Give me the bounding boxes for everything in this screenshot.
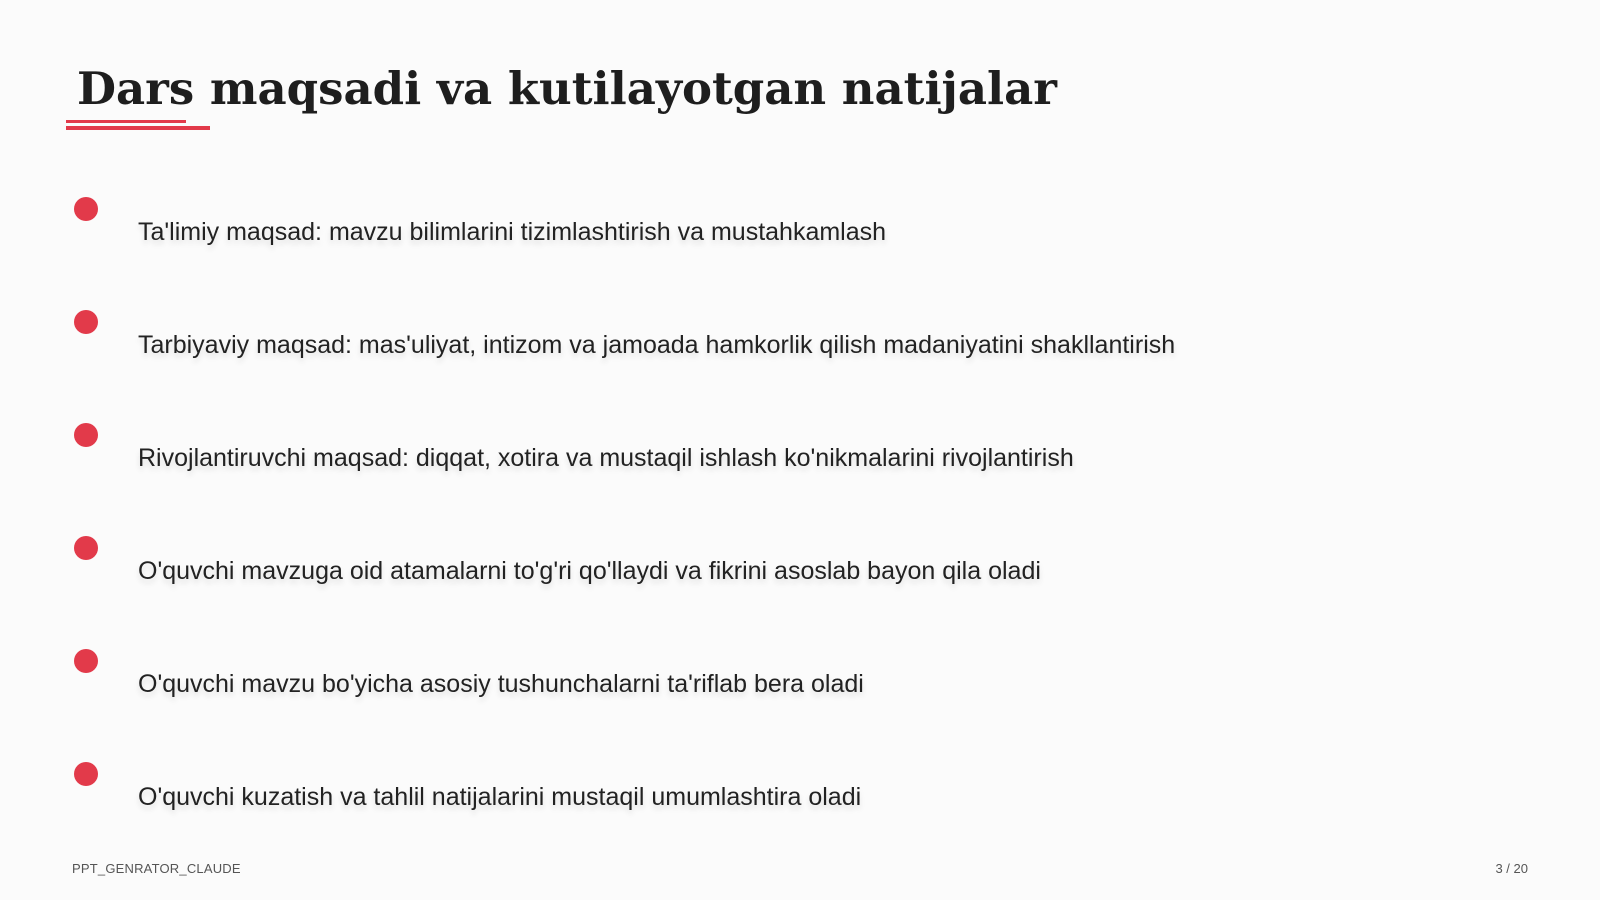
bullet-text: O'quvchi mavzu bo'yicha asosiy tushunchalarni ta'riflab bera oladi <box>138 670 864 698</box>
bullet-text: Ta'limiy maqsad: mavzu bilimlarini tizimlashtirish va mustahkamlash <box>138 218 887 246</box>
bullet-item <box>0 310 1600 410</box>
bullet-text: O'quvchi kuzatish va tahlil natijalarini mustaqil umumlashtira oladi <box>138 783 862 811</box>
footer-source-label: PPT_GENRATOR_CLAUDE <box>72 861 241 876</box>
bullet-dot-icon <box>74 649 98 673</box>
bullet-dot-icon <box>74 762 98 786</box>
bullet-item <box>0 536 1600 636</box>
bullet-item <box>0 197 1600 297</box>
bullet-dot-icon <box>74 536 98 560</box>
bullet-text: Rivojlantiruvchi maqsad: diqqat, xotira va mustaqil ishlash ko'nikmalarini rivojlantirish <box>138 444 1074 472</box>
bullet-text: O'quvchi mavzuga oid atamalarni to'g'ri qo'llaydi va fikrini asoslab bayon qila oladi <box>138 557 1041 585</box>
bullet-dot-icon <box>74 423 98 447</box>
bullet-text: Tarbiyaviy maqsad: mas'uliyat, intizom va jamoada hamkorlik qilish madaniyatini shakllantirish <box>138 331 1176 359</box>
bullet-item <box>0 423 1600 523</box>
bullet-dot-icon <box>74 310 98 334</box>
bullet-dot-icon <box>74 197 98 221</box>
bullet-item <box>0 762 1600 862</box>
page-indicator: 3 / 20 <box>1495 861 1528 876</box>
bullet-item <box>0 649 1600 749</box>
slide-title: Dars maqsadi va kutilayotgan natijalar <box>77 62 1057 115</box>
